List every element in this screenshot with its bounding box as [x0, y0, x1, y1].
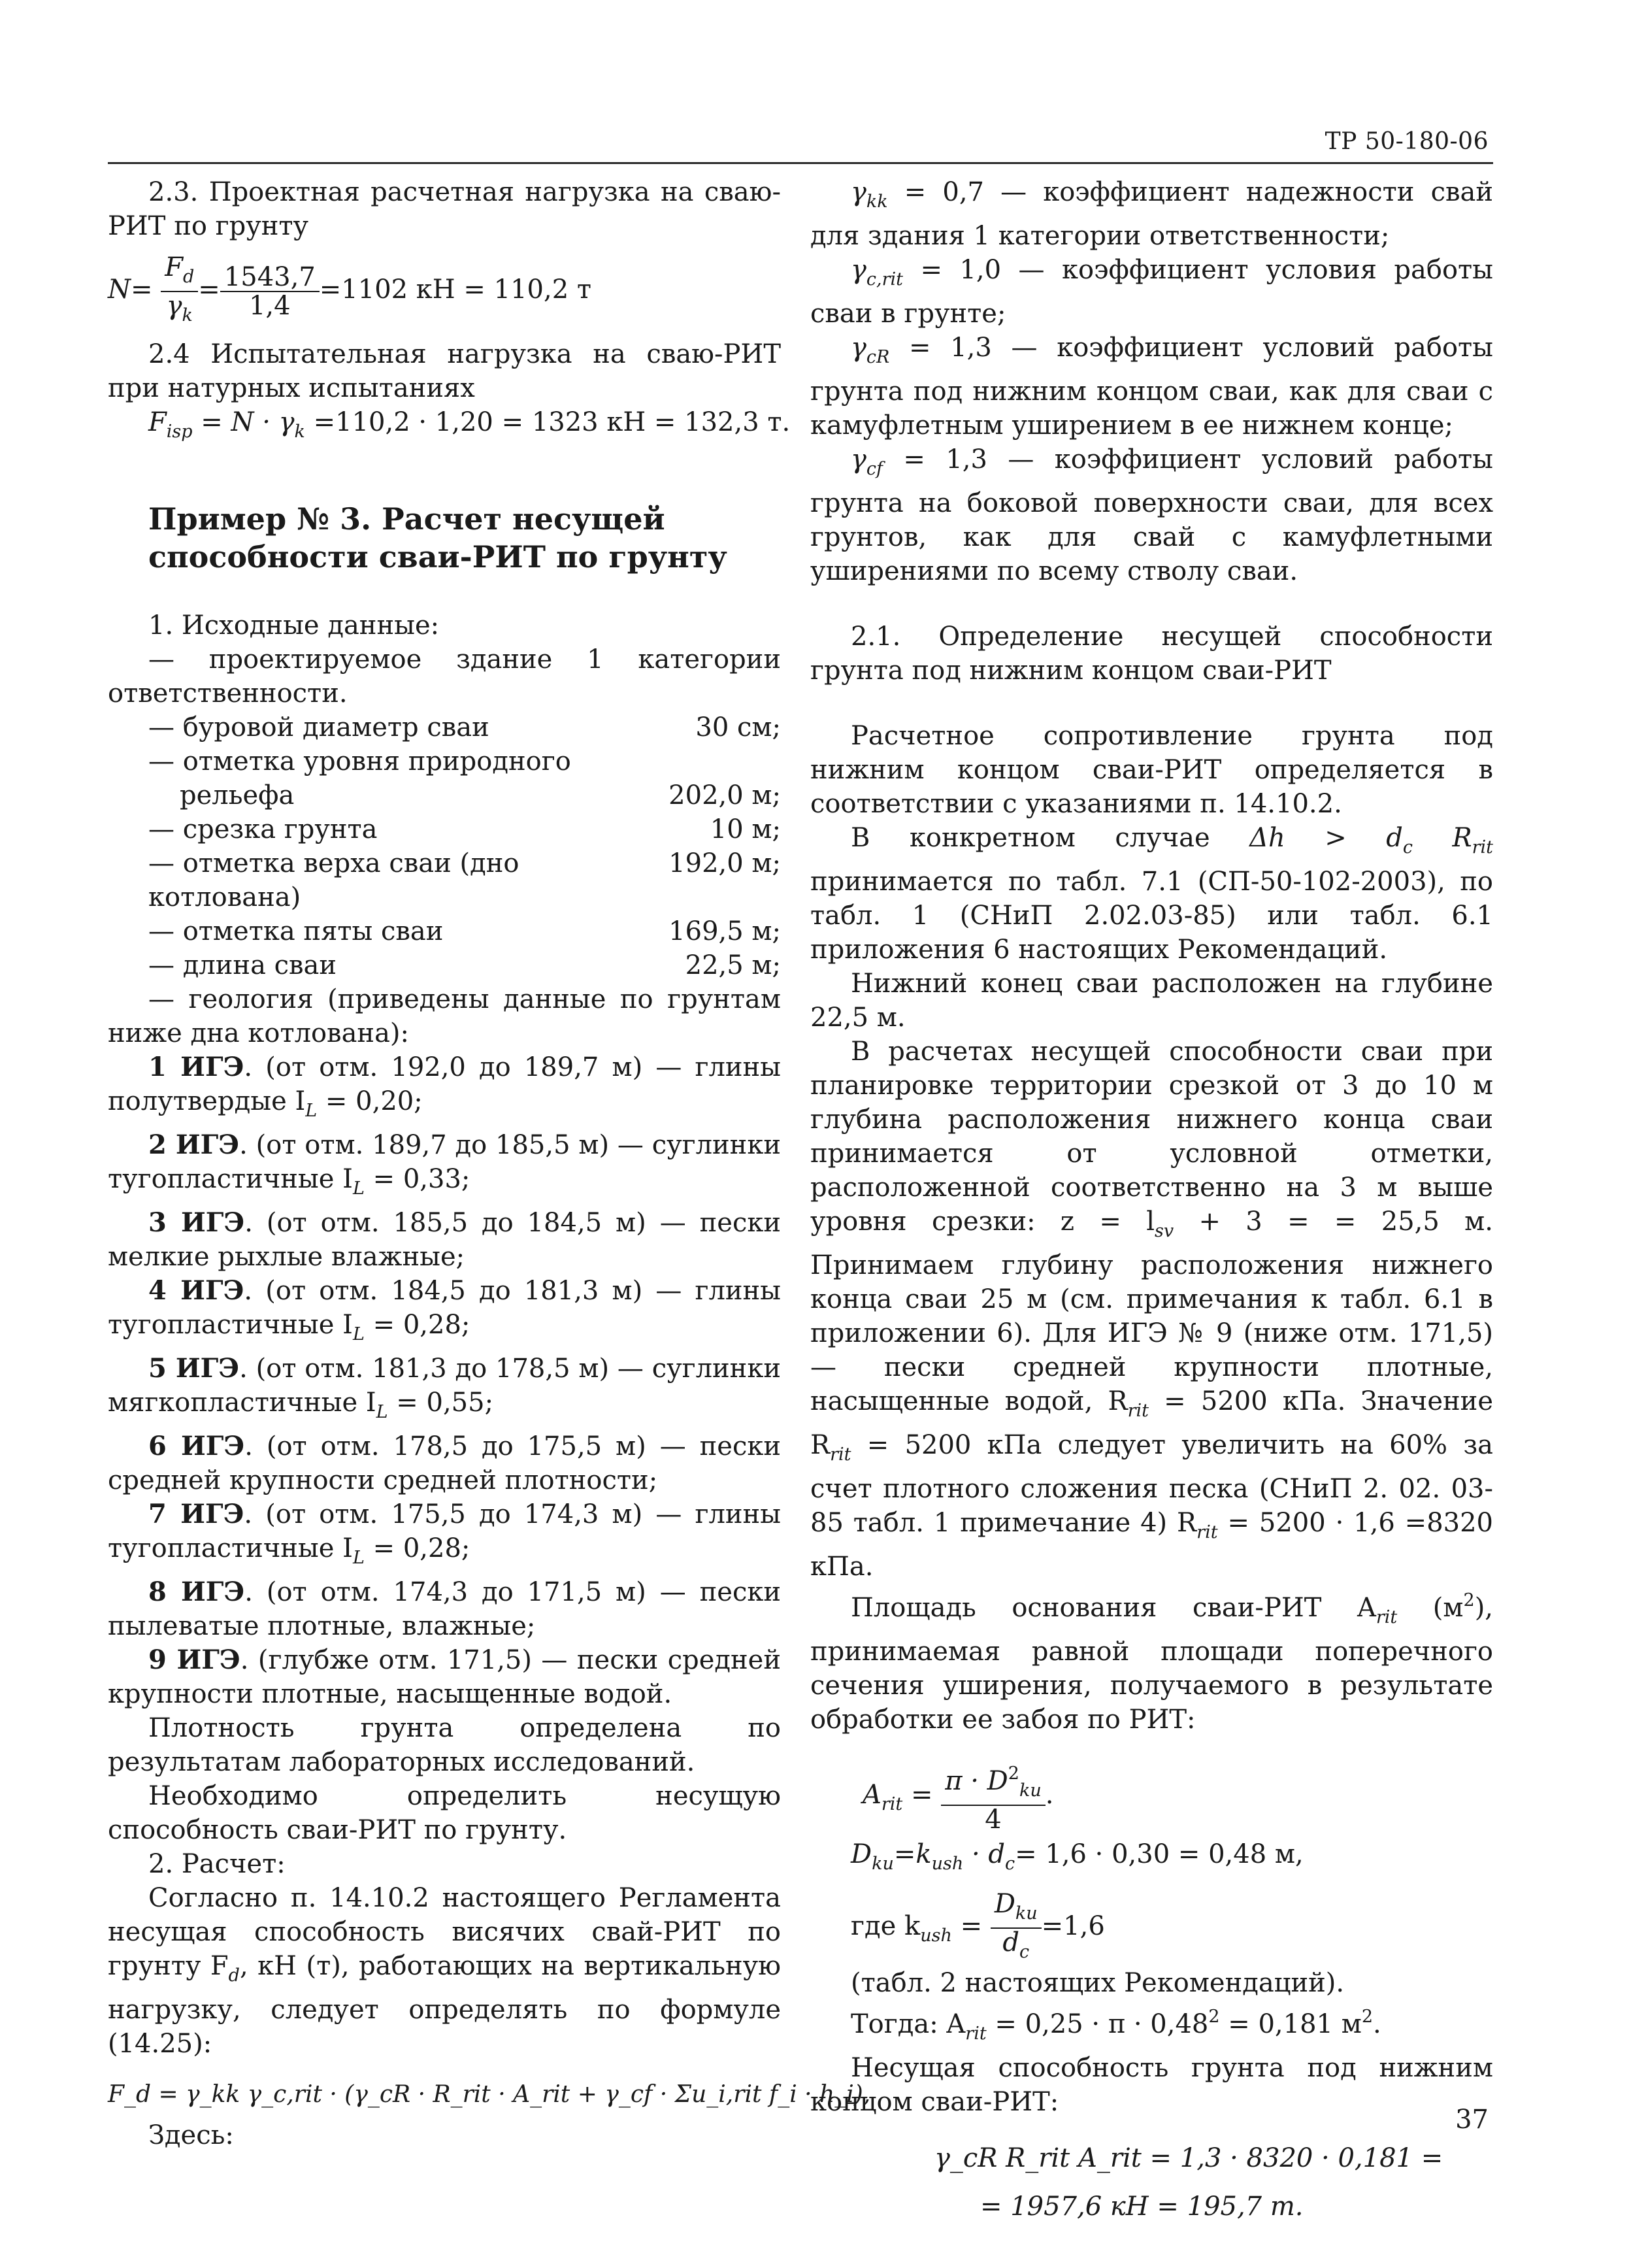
paragraph-calc: 2. Расчет:	[148, 1849, 286, 1879]
ige-item: 8 ИГЭ. (от отм. 174,3 до 171,5 м) — пески пылеватые плотные, влажные;	[108, 1576, 782, 1641]
item-row: рельефа 202,0 м;	[180, 780, 781, 810]
ige-item: 3 ИГЭ. (от отм. 185,5 до 184,5 м) — пески мелкие рыхлые влажные;	[108, 1207, 782, 1272]
paragraph-initial-data: 1. Исходные данные:	[148, 610, 440, 641]
paragraph-kush-note: (табл. 2 настоящих Рекомендаций).	[851, 1968, 1345, 1998]
ige-item: 2 ИГЭ. (от отм. 189,7 до 185,5 м) — суглинки тугопластичные $I_L = 0,33$;	[108, 1129, 781, 1199]
item-row: — длина сваи 22,5 м;	[148, 950, 781, 980]
ige-item: 5 ИГЭ. (от отм. 181,3 до 178,5 м) — суглинки мягкопластичные $I_L = 0,55$;	[108, 1353, 781, 1422]
formula-capacity-1: γ_cR R_rit A_rit = 1,3 · 8320 · 0,181 =	[934, 2143, 1443, 2173]
paragraph-calculation: В расчетах несущей способности сваи при планировке территории срезкой от 3 до 10 м глубина расположения нижнего конца сваи принимается от условной отметки, расположенной соответственно на 3 м выше уровня срезки: $z = l_{sv} + 3$ = = 25,5 м. Принимаем глубину расположения нижнего конца сваи 25 м (см. примечания к табл. 6.1 в приложении 6). Для ИГЭ № 9 (ниже отм. 171,5) — пески средней крупности плотные, насыщенные водой, $R_{rit} = 5200$ кПа. Значение $R_{rit} = 5200$ кПа следует увеличить на 60% за счет плотного сложения песка (СНиП 2. 02. 03-85 табл. 1 примечание 4) $R_{rit} = 5200 \cdot 1,6 =8320$ кПа.	[810, 1037, 1493, 1582]
ige-item: 9 ИГЭ. (глубже отм. 171,5) — пески средней крупности плотные, насыщенные водой.	[108, 1644, 781, 1709]
paragraph-case: В конкретном случае $\Delta h > d_c$ $R_{rit}$ принимается по табл. 7.1 (СП-50-102-2003), по табл. 1 (СНиП 2.02.03-85) или табл. 6.1 приложения 6 настоящих Рекомендаций.	[810, 823, 1493, 965]
formula-kush: где $k_{ush}$ = $\frac{D_{ku}}{d_c}$ =1,6	[851, 1889, 1105, 1962]
paragraph-2-1: 2.1. Определение несущей способности грунта под нижним концом сваи-РИТ	[810, 622, 1493, 686]
document-code: ТР 50-180-06	[1325, 128, 1489, 155]
ige-item: 1 ИГЭ. (от отм. 192,0 до 189,7 м) — глины полутвердые $I_L = 0,20$;	[108, 1052, 782, 1121]
page-number: 37	[1455, 2105, 1489, 2135]
ige-item: 4 ИГЭ. (от отм. 184,5 до 181,3 м) — глины тугопластичные $I_L = 0,28$;	[108, 1275, 782, 1344]
item-row: — срезка грунта 10 м;	[148, 814, 781, 844]
formula-fd: F_d = γ_kk γ_c,rit · (γ_cR · R_rit · A_rit + γ_cf · Σu_i,rit f_i · h_i),	[108, 2081, 871, 2108]
formula-area: $A_{rit}$ = $\frac{\pi \cdot D^2_{ku}}{4}$ .	[863, 1760, 1493, 1833]
paragraph-need: Необходимо определить несущую способность сваи-РИТ по грунту.	[108, 1781, 781, 1845]
paragraph-area: Площадь основания сваи-РИТ $A_{rit}$ $(м^2)$, принимаемая равной площади поперечного сечения уширения, получаемого в результате обработки ее забоя по РИТ:	[810, 1590, 1494, 1735]
ige-item: 7 ИГЭ. (от отм. 175,5 до 174,3 м) — глины тугопластичные $I_L = 0,28$;	[108, 1499, 782, 1568]
item-row: — буровой диаметр сваи 30 см;	[148, 712, 781, 742]
header-rule	[108, 162, 1493, 164]
paragraph-according: Согласно п. 14.10.2 настоящего Регламента несущая способность висячих свай-РИТ по грунту $F_d$, кН (т), работающих на вертикальную нагрузку, следует определять по формуле (14.25):	[108, 1883, 782, 2059]
paragraph-density: Плотность грунта определена по результатам лабораторных исследований.	[108, 1713, 781, 1777]
paragraph-building: — проектируемое здание 1 категории ответственности.	[108, 644, 781, 709]
paragraph-resistance: Расчетное сопротивление грунта под нижним концом сваи-РИТ определяется в соответствии с указаниями п. 14.10.2.	[810, 721, 1493, 819]
coeff-kk: $\gamma_{kk} = 0,7$ — коэффициент надежности свай для здания 1 категории ответственности;	[810, 177, 1493, 251]
paragraph-then: Тогда: $A_{rit} = 0,25 \cdot \pi \cdot 0,48^2 = 0,181$ $м^2$.	[851, 2007, 1381, 2044]
item-row: — отметка пяты сваи 169,5 м;	[148, 916, 781, 946]
paragraph-here: Здесь:	[148, 2120, 234, 2150]
right-column	[810, 175, 1493, 2224]
coeff-cr: $\gamma_{cR} = 1,3$ — коэффициент условий работы грунта под нижним концом сваи, как для сваи с камуфлетным уширением в ее нижнем конце;	[810, 333, 1493, 441]
item-row: — отметка верха сваи (дно котлована) 192,0 м;	[148, 848, 781, 912]
paragraph-2-3: 2.3. Проектная расчетная нагрузка на сваю-РИТ по грунту	[108, 177, 781, 241]
paragraph-2-4: 2.4 Испытательная нагрузка на сваю-РИТ при натурных испытаниях	[108, 339, 781, 403]
coeff-crit: $\gamma_{c,rit} = 1,0$ — коэффициент условия работы сваи в грунте;	[810, 255, 1493, 329]
formula-capacity-2: = 1957,6 кН = 195,7 т.	[980, 2192, 1304, 2222]
left-column	[108, 175, 871, 2152]
formula-n: N= $\frac{F_d}{\gamma_k}$ = $\frac{1543,7}{1,4}$ =1102 кН = 110,2 т	[108, 252, 591, 325]
formula-dku: $D_{ku}=k_{ush} \cdot d_c= 1,6 \cdot 0,30 = 0,48$ м,	[851, 1839, 1304, 1874]
coeff-cf: $\gamma_{cf} = 1,3$ — коэффициент условий работы грунта на боковой поверхности сваи, для всех грунтов, как для свай с камуфлетными уширениями по всему стволу сваи.	[810, 444, 1493, 586]
paragraph-geology: — геология (приведены данные по грунтам ниже дна котлована):	[108, 984, 781, 1048]
item-row: — отметка уровня природного	[148, 746, 571, 776]
paragraph-lower-end: Нижний конец сваи расположен на глубине 22,5 м.	[810, 969, 1493, 1033]
formula-fisp: $F_{isp} = N \cdot \gamma_k =110,2 \cdot 1,20 = 1323$ кН = 132,3 т.	[148, 407, 791, 442]
ige-item: 6 ИГЭ. (от отм. 178,5 до 175,5 м) — пески средней крупности средней плотности;	[108, 1431, 782, 1495]
paragraph-capacity: Несущая способность грунта под нижним концом сваи-РИТ:	[810, 2053, 1493, 2117]
example-heading: Пример № 3. Расчет несущей способности сваи-РИТ по грунту	[148, 501, 727, 575]
